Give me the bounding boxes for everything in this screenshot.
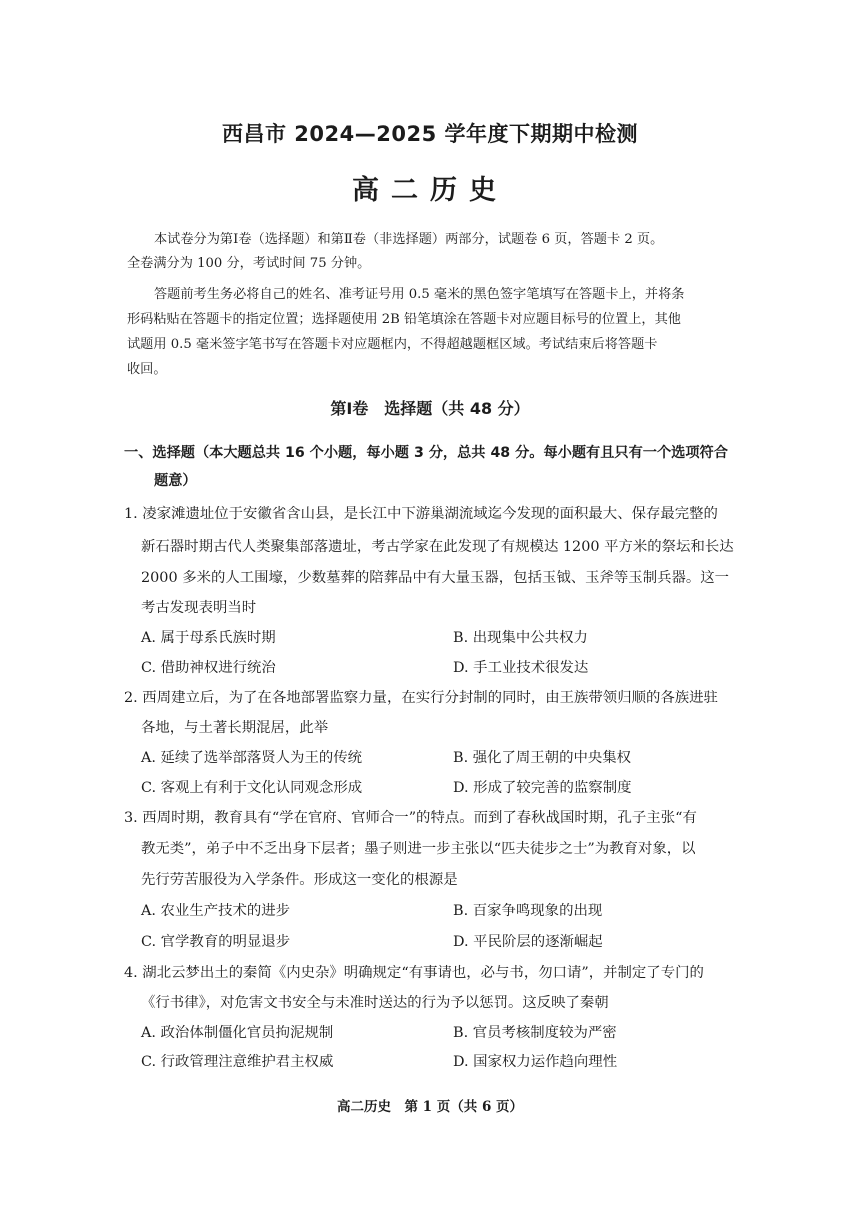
- question-line: 考古发现表明当时: [141, 600, 257, 616]
- question-line: 2. 西周建立后，为了在各地部署监察力量，在实行分封制的同时，由王族带领归顺的各族进驻: [124, 690, 718, 706]
- option-a: A. 属于母系氏族时期: [141, 630, 276, 646]
- instruction-line: 本试卷分为第Ⅰ卷（选择题）和第Ⅱ卷（非选择题）两部分，试题卷 6 页，答题卡 2 页。: [154, 232, 664, 247]
- question-group-heading: 一、选择题（本大题总共 16 个小题，每小题 3 分，总共 48 分。每小题有且只有一个选项符合: [124, 445, 728, 461]
- question-line: 新石器时期古代人类聚集部落遗址，考古学家在此发现了有规模达 1200 平方米的祭坛和长达: [141, 539, 734, 555]
- option-d: D. 手工业技术很发达: [453, 660, 589, 676]
- instruction-line: 答题前考生务必将自己的姓名、准考证号用 0.5 毫米的黑色签字笔填写在答题卡上，并将条: [154, 287, 685, 302]
- option-c: C. 借助神权进行统治: [141, 660, 276, 676]
- instruction-line: 形码粘贴在答题卡的指定位置；选择题使用 2B 铅笔填涂在答题卡对应题目标号的位置上，其他: [127, 312, 681, 327]
- option-a: A. 延续了选举部落贤人为王的传统: [141, 750, 363, 766]
- question-line: 教无类”，弟子中不乏出身下层者；墨子则进一步主张以“匹夫徒步之士”为教育对象，以: [141, 841, 696, 857]
- subject-title: 高二历史: [352, 175, 508, 206]
- option-c: C. 客观上有利于文化认同观念形成: [141, 780, 363, 796]
- question-line: 3. 西周时期，教育具有“学在官府、官师合一”的特点。而到了春秋战国时期，孔子主张“有: [124, 810, 697, 826]
- option-a: A. 农业生产技术的进步: [141, 903, 291, 919]
- option-a: A. 政治体制僵化官员拘泥规制: [141, 1025, 334, 1041]
- option-c: C. 行政管理注意维护君主权威: [141, 1054, 334, 1070]
- option-d: D. 平民阶层的逐渐崛起: [453, 934, 603, 950]
- question-line: 各地，与土著长期混居，此举: [141, 720, 329, 736]
- option-b: B. 出现集中公共权力: [453, 630, 588, 646]
- option-b: B. 官员考核制度较为严密: [453, 1025, 617, 1041]
- question-line: 1. 凌家滩遗址位于安徽省含山县，是长江中下游巢湖流域迄今发现的面积最大、保存最完整的: [124, 506, 718, 522]
- page-footer: 高二历史 第 1 页（共 6 页）: [336, 1099, 524, 1115]
- option-c: C. 官学教育的明显退步: [141, 934, 291, 950]
- instruction-line: 收回。: [127, 362, 167, 377]
- question-group-heading: 题意）: [154, 473, 197, 489]
- question-line: 4. 湖北云梦出土的秦简《内史杂》明确规定“有事请也，必与书，勿口请”，并制定了专门的: [124, 965, 704, 981]
- instruction-line: 全卷满分为 100 分，考试时间 75 分钟。: [127, 256, 371, 271]
- exam-title: 西昌市 2024—2025 学年度下期期中检测: [221, 122, 638, 146]
- question-line: 《行书律》，对危害文书安全与未准时送达的行为予以惩罚。这反映了秦朝: [141, 995, 609, 1011]
- option-d: D. 形成了较完善的监察制度: [453, 780, 632, 796]
- section-title: 第Ⅰ卷 选择题（共 48 分）: [330, 399, 530, 418]
- option-b: B. 强化了周王朝的中央集权: [453, 750, 632, 766]
- question-line: 2000 多米的人工围壕，少数墓葬的陪葬品中有大量玉器，包括玉钺、玉斧等玉制兵器。这一: [141, 570, 730, 586]
- option-b: B. 百家争鸣现象的出现: [453, 903, 603, 919]
- instruction-line: 试题用 0.5 毫米签字笔书写在答题卡对应题框内，不得超越题框区域。考试结束后将答题卡: [127, 337, 658, 352]
- option-d: D. 国家权力运作趋向理性: [453, 1054, 618, 1070]
- question-line: 先行劳苦服役为入学条件。形成这一变化的根源是: [141, 872, 458, 888]
